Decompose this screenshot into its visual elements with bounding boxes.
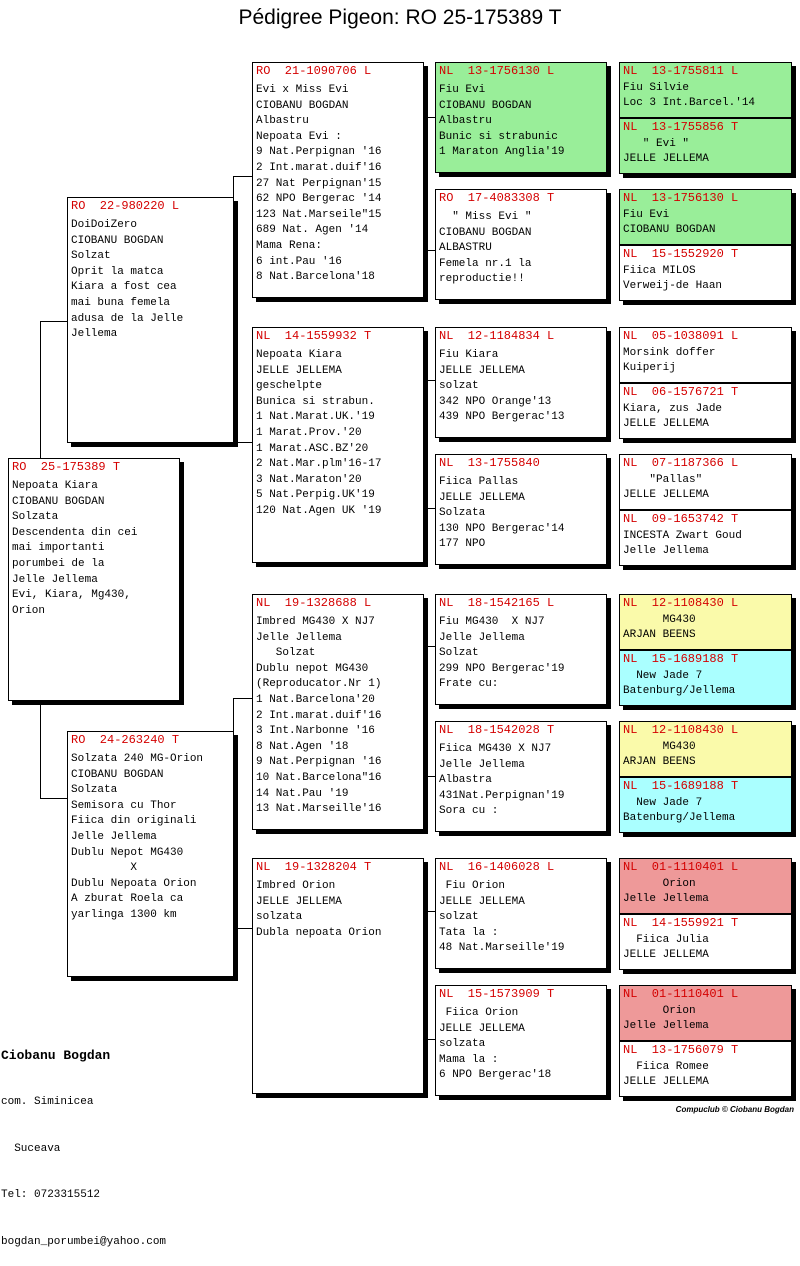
pigeon-card-dam-sire[interactable] bbox=[252, 594, 424, 830]
pigeon-details: Morsink doffer Kuiperij bbox=[623, 347, 716, 374]
pigeon-card-g4-14[interactable] bbox=[619, 914, 792, 970]
pigeon-card-g4-4[interactable] bbox=[619, 245, 792, 301]
pigeon-details: New Jade 7 Batenburg/Jellema bbox=[623, 797, 736, 824]
pigeon-details: Fiica Julia JELLE JELLEMA bbox=[623, 934, 709, 961]
pigeon-card-dam-dam[interactable] bbox=[252, 858, 424, 1094]
ring-number: NL 13-1755811 L bbox=[623, 64, 739, 78]
connector-line bbox=[233, 698, 252, 699]
pigeon-card-ggp8[interactable] bbox=[435, 985, 607, 1096]
pigeon-card-g4-7[interactable] bbox=[619, 454, 792, 510]
pigeon-card-g4-15[interactable] bbox=[619, 985, 792, 1041]
pigeon-details: Fiu Silvie Loc 3 Int.Barcel.'14 bbox=[623, 82, 756, 109]
pigeon-card-ggp4[interactable] bbox=[435, 454, 607, 565]
pigeon-details: INCESTA Zwart Goud Jelle Jellema bbox=[623, 530, 742, 557]
pigeon-card-g4-13[interactable] bbox=[619, 858, 792, 914]
connector-line bbox=[40, 798, 68, 799]
pigeon-details: Fiu MG430 X NJ7 Jelle Jellema Solzat 299 NPO Bergerac'19 Frate cu: bbox=[439, 616, 565, 691]
owner-email[interactable]: bogdan_porumbei@yahoo.com bbox=[1, 1235, 167, 1248]
ring-number: NL 19-1328204 T bbox=[256, 860, 372, 874]
pigeon-details: Fiu Evi CIOBANU BOGDAN Albastru Bunic si strabunic 1 Maraton Anglia'19 bbox=[439, 84, 565, 159]
connector-line bbox=[423, 117, 435, 118]
page-title: Pédigree Pigeon: RO 25-175389 T bbox=[238, 6, 562, 29]
footer-credit: Compuclub © Ciobanu Bogdan bbox=[675, 1105, 794, 1114]
ring-number: RO 25-175389 T bbox=[12, 460, 121, 474]
pigeon-details: Evi x Miss Evi CIOBANU BOGDAN Albastru Nepoata Evi : 9 Nat.Perpignan '16 2 Int.marat.duif'16 27 Nat Perpignan'15 62 NPO Bergerac '14 123 Nat.Marseile"15 689 Nat. Agen '14 Mama Rena: 6 int.Pau '16 8 Nat.Barcelona'18 bbox=[256, 84, 382, 284]
pigeon-card-g4-3[interactable] bbox=[619, 189, 792, 245]
ring-number: NL 13-1756130 L bbox=[623, 191, 739, 205]
pigeon-card-g4-8[interactable] bbox=[619, 510, 792, 566]
pigeon-card-ggp7[interactable] bbox=[435, 858, 607, 969]
ring-number: NL 13-1756130 L bbox=[439, 64, 555, 78]
pigeon-details: Fiica Pallas JELLE JELLEMA Solzata 130 NPO Bergerac'14 177 NPO bbox=[439, 476, 565, 551]
pigeon-details: Kiara, zus Jade JELLE JELLEMA bbox=[623, 403, 723, 430]
ring-number: NL 16-1406028 L bbox=[439, 860, 555, 874]
ring-number: NL 13-1755840 bbox=[439, 456, 540, 470]
pigeon-card-subject[interactable] bbox=[8, 458, 180, 701]
connector-line bbox=[40, 321, 41, 459]
ring-number: NL 14-1559921 T bbox=[623, 916, 739, 930]
connector-line bbox=[423, 508, 435, 509]
pigeon-details: MG430 ARJAN BEENS bbox=[623, 614, 696, 641]
pigeon-details: Orion Jelle Jellema bbox=[623, 878, 709, 905]
ring-number: RO 17-4083308 T bbox=[439, 191, 555, 205]
pigeon-details: Fiica MG430 X NJ7 Jelle Jellema Albastra 431Nat.Perpignan'19 Sora cu : bbox=[439, 743, 565, 818]
connector-line bbox=[233, 176, 252, 177]
owner-phone: Tel: 0723315512 bbox=[1, 1189, 101, 1201]
pigeon-card-ggp2[interactable] bbox=[435, 189, 607, 300]
ring-number: NL 01-1110401 L bbox=[623, 860, 739, 874]
ring-number: NL 01-1110401 L bbox=[623, 987, 739, 1001]
pigeon-card-g4-11[interactable] bbox=[619, 721, 792, 777]
connector-line bbox=[423, 380, 435, 381]
pigeon-details: Orion Jelle Jellema bbox=[623, 1005, 709, 1032]
connector-line bbox=[423, 250, 435, 251]
ring-number: NL 06-1576721 T bbox=[623, 385, 739, 399]
ring-number: RO 24-263240 T bbox=[71, 733, 180, 747]
ring-number: NL 15-1689188 T bbox=[623, 652, 739, 666]
ring-number: NL 18-1542028 T bbox=[439, 723, 555, 737]
ring-number: NL 15-1552920 T bbox=[623, 247, 739, 261]
owner-address-line2: Suceava bbox=[1, 1142, 61, 1155]
pigeon-card-g4-5[interactable] bbox=[619, 327, 792, 383]
pigeon-card-g4-9[interactable] bbox=[619, 594, 792, 650]
owner-info bbox=[1, 1016, 166, 1266]
pigeon-card-sire[interactable] bbox=[67, 197, 234, 443]
pigeon-details: Fiica MILOS Verweij-de Haan bbox=[623, 265, 723, 292]
pigeon-details: "Pallas" JELLE JELLEMA bbox=[623, 474, 709, 501]
pigeon-details: Nepoata Kiara JELLE JELLEMA geschelpte Bunica si strabun. 1 Nat.Marat.UK.'19 1 Marat.Prov.'20 1 Marat.ASC.BZ'20 2 Nat.Mar.plm'16-17 3 Nat.Maraton'20 5 Nat.Perpig.UK'19 120 Nat.Agen UK '19 bbox=[256, 349, 382, 517]
pigeon-details: Imbred Orion JELLE JELLEMA solzata Dubla nepoata Orion bbox=[256, 880, 382, 939]
pigeon-card-ggp6[interactable] bbox=[435, 721, 607, 832]
ring-number: NL 12-1108430 L bbox=[623, 596, 739, 610]
pigeon-details: Fiica Romee JELLE JELLEMA bbox=[623, 1061, 709, 1088]
pigeon-card-g4-16[interactable] bbox=[619, 1041, 792, 1097]
ring-number: NL 13-1755856 T bbox=[623, 120, 739, 134]
connector-line bbox=[423, 646, 435, 647]
ring-number: RO 21-1090706 L bbox=[256, 64, 372, 78]
ring-number: NL 14-1559932 T bbox=[256, 329, 372, 343]
ring-number: NL 15-1689188 T bbox=[623, 779, 739, 793]
pigeon-details: Fiu Evi CIOBANU BOGDAN bbox=[623, 209, 716, 236]
pigeon-card-g4-2[interactable] bbox=[619, 118, 792, 174]
pigeon-details: Imbred MG430 X NJ7 Jelle Jellema Solzat Dublu nepot MG430 (Reproducator.Nr 1) 1 Nat.Barcelona'20 2 Int.marat.duif'16 3 Int.Narbonne '16 8 Nat.Agen '18 9 Nat.Perpignan '16 10 Nat.Barcelona"16 14 Nat.Pau '19 13 Nat.Marseille'16 bbox=[256, 616, 382, 816]
ring-number: NL 07-1187366 L bbox=[623, 456, 739, 470]
pigeon-card-g4-12[interactable] bbox=[619, 777, 792, 833]
pigeon-details: Fiica Orion JELLE JELLEMA solzata Mama la : 6 NPO Bergerac'18 bbox=[439, 1007, 552, 1082]
connector-line bbox=[233, 928, 252, 929]
connector-line bbox=[233, 442, 252, 443]
pigeon-card-g4-10[interactable] bbox=[619, 650, 792, 706]
connector-line bbox=[423, 1039, 435, 1040]
pigeon-card-g4-6[interactable] bbox=[619, 383, 792, 439]
pigeon-details: DoiDoiZero CIOBANU BOGDAN Solzat Oprit la matca Kiara a fost cea mai buna femela adusa de la Jelle Jellema bbox=[71, 219, 184, 341]
connector-line bbox=[423, 911, 435, 912]
pigeon-card-ggp3[interactable] bbox=[435, 327, 607, 438]
pigeon-card-sire-sire[interactable] bbox=[252, 62, 424, 298]
connector-line bbox=[423, 776, 435, 777]
pigeon-details: Solzata 240 MG-Orion CIOBANU BOGDAN Solzata Semisora cu Thor Fiica din originali Jelle Jellema Dublu Nepot MG430 X Dublu Nepoata Orion A zburat Roela ca yarlinga 1300 km bbox=[71, 753, 204, 921]
pigeon-card-dam[interactable] bbox=[67, 731, 234, 977]
pigeon-card-ggp1[interactable] bbox=[435, 62, 607, 173]
ring-number: NL 05-1038091 L bbox=[623, 329, 739, 343]
ring-number: NL 12-1108430 L bbox=[623, 723, 739, 737]
connector-line bbox=[40, 700, 41, 798]
pigeon-card-ggp5[interactable] bbox=[435, 594, 607, 705]
connector-line bbox=[40, 321, 68, 322]
ring-number: NL 09-1653742 T bbox=[623, 512, 739, 526]
pigeon-card-sire-dam[interactable] bbox=[252, 327, 424, 563]
pigeon-details: Fiu Kiara JELLE JELLEMA solzat 342 NPO Orange'13 439 NPO Bergerac'13 bbox=[439, 349, 565, 424]
ring-number: NL 13-1756079 T bbox=[623, 1043, 739, 1057]
owner-address-line1: com. Siminicea bbox=[1, 1096, 94, 1108]
pigeon-details: MG430 ARJAN BEENS bbox=[623, 741, 696, 768]
ring-number: NL 15-1573909 T bbox=[439, 987, 555, 1001]
pigeon-details: " Miss Evi " CIOBANU BOGDAN ALBASTRU Femela nr.1 la reproductie!! bbox=[439, 211, 532, 286]
pigeon-details: Nepoata Kiara CIOBANU BOGDAN Solzata Descendenta din cei mai importanti porumbei de la Jelle Jellema Evi, Kiara, Mg430, Orion bbox=[12, 480, 138, 617]
ring-number: NL 12-1184834 L bbox=[439, 329, 555, 343]
pigeon-card-g4-1[interactable] bbox=[619, 62, 792, 118]
owner-name: Ciobanu Bogdan bbox=[1, 1048, 111, 1063]
pigeon-details: Fiu Orion JELLE JELLEMA solzat Tata la : 48 Nat.Marseille'19 bbox=[439, 880, 565, 955]
ring-number: RO 22-980220 L bbox=[71, 199, 180, 213]
pigeon-details: " Evi " JELLE JELLEMA bbox=[623, 138, 709, 165]
ring-number: NL 18-1542165 L bbox=[439, 596, 555, 610]
pigeon-details: New Jade 7 Batenburg/Jellema bbox=[623, 670, 736, 697]
ring-number: NL 19-1328688 L bbox=[256, 596, 372, 610]
